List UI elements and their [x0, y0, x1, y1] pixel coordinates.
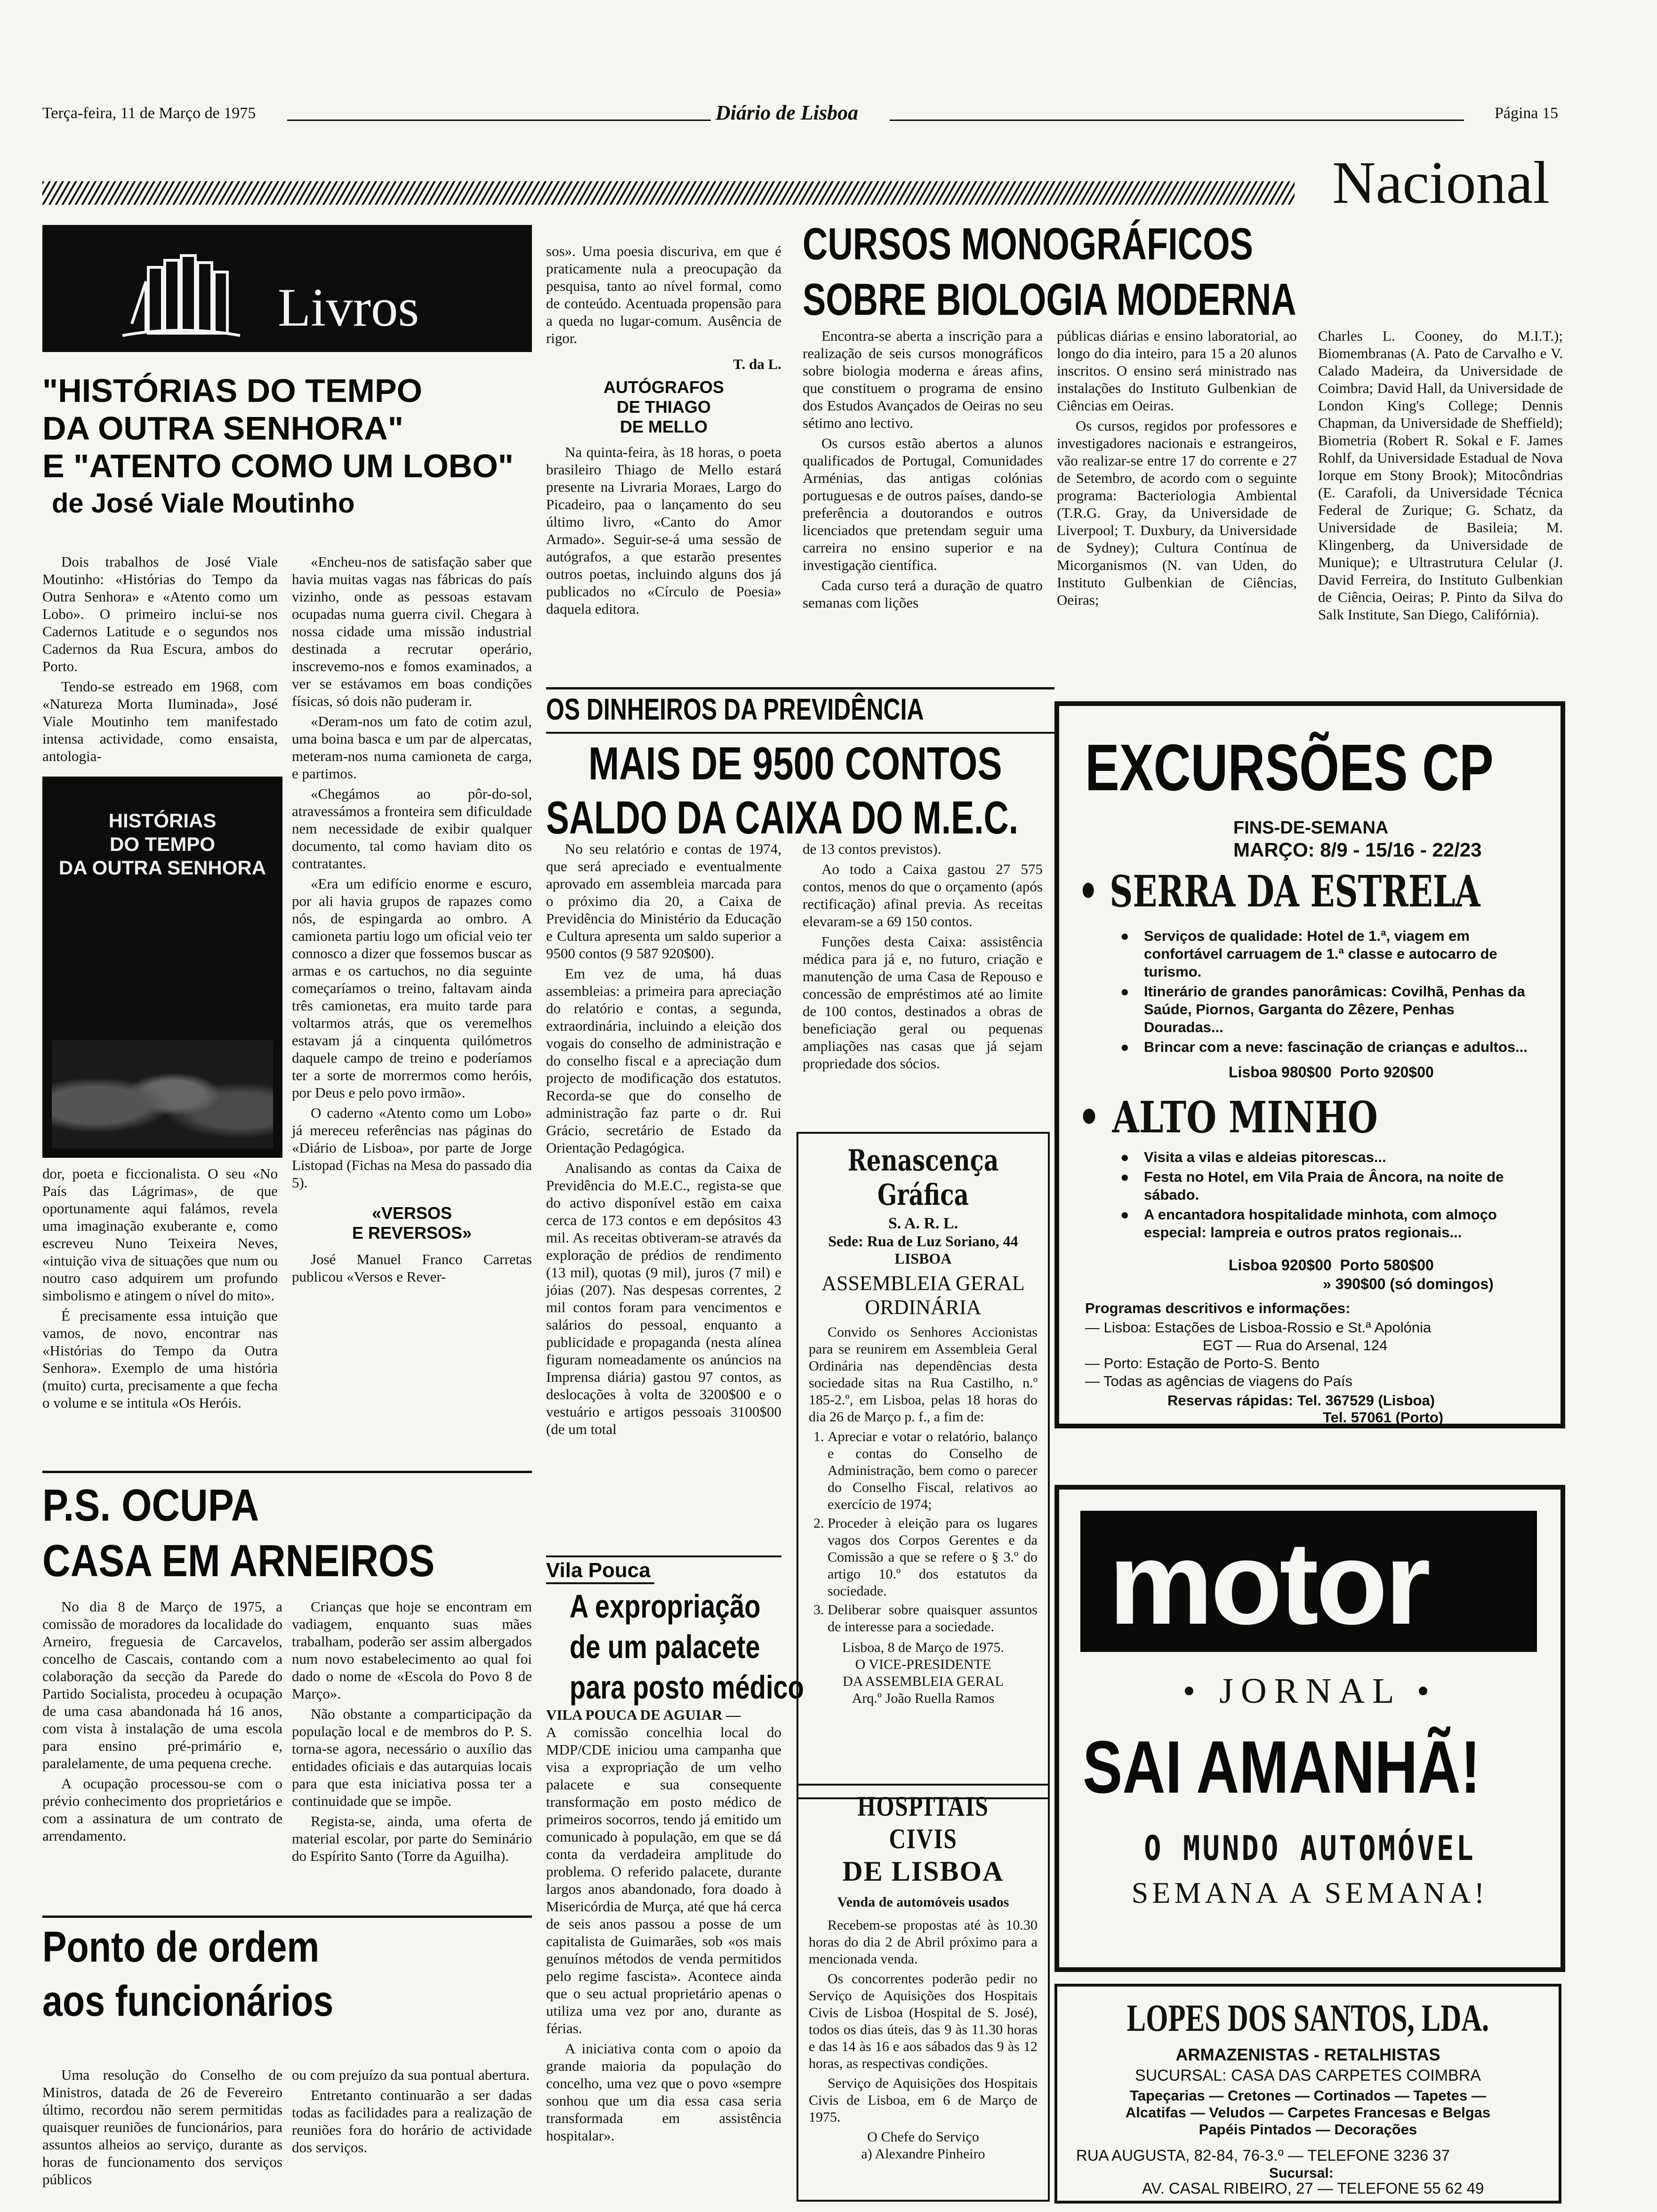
paragraph: No seu relatório e contas de 1974, que será apreciado e eventualmente aprovado em assembleia marcada para o próximo dia 20, a Caixa de Previdência do Ministério da Educação e Cultura apresenta um saldo superior a 9500 contos (9 587 920$00). — [546, 841, 781, 962]
paragraph: Encontra-se aberta a inscrição para a realização de seis cursos monográficos sobre biologia moderna e áreas afins, que constituem o programa de ensino dos Estudos Avançados de Oeiras no seu sétimo ano lectivo. — [803, 328, 1043, 431]
notice-city: LISBOA — [894, 1250, 952, 1267]
price-line: Lisboa 980$00 Porto 920$00 — [1229, 1064, 1434, 1081]
paragraph: A comissão concelhia local do MDP/CDE iniciou uma campanha que visa a expropriação de um velho palacete e sua consequente transformação em posto médico de primeiros socorros, tendo já emitido um comunicado à população, em que se dá conta da verdadeira amplitude do problema. O referido palacete, durante largos anos abandonado, fora doado à Misericórdia de Murça, até que há cerca de seis anos passou a posse de um capitalista de Guimarães, sob «os mais genuínos métodos de venda permitidos pelo regime fascista». Acontece ainda que o seu actual proprietário apenas o utiliza uma vez por ano, durante as férias. — [546, 1724, 781, 2036]
paragraph: A iniciativa conta com o apoio da grande maioria da população do concelho, uma vez que o povo «sempre sonhou que um dia essa casa seria transformada em assistência hospitalar». — [546, 2040, 781, 2144]
notice-sarl: S. A. R. L. — [888, 1215, 958, 1232]
headline-line: aos funcionários — [42, 1977, 334, 2025]
headline-line: DA OUTRA SENHORA" — [42, 410, 403, 447]
paragraph: Os cursos estão abertos a alunos qualificados de Portugal, Comunidades Arménias, das antigas colónias portuguesas e de outros países, dando-se preferência a doutorandos e outros licenciados que pretendam seguir uma carreira no ensino superior e na investigação científica. — [803, 435, 1043, 573]
livros-col1-top — [42, 553, 278, 768]
paragraph: É precisamente essa intuição que vamos, de novo, encontrar nas «Histórias do Tempo da Outra Senhora». Exemplo de uma história (muito) curta, precisamente a que fecha o volume e se intitula «Os Heróis. — [42, 1307, 278, 1411]
paragraph: Crianças que hoje se encontram em vadiagem, enquanto suas mães trabalham, poderão ser assim albergados num novo estabelecimento ao qual foi dado o nome de «Escola do Povo 8 de Março». — [292, 1598, 532, 1702]
divider — [546, 732, 1054, 734]
paragraph: dor, poeta e ficcionalista. O seu «No País das Lágrimas», de que oportunamente aqui falámos, revela uma imaginação exuberante e, como escreveu Nuno Teixeira Neves, «intuição viva de situações que num ou noutro caso adquirem um profundo simbolismo e atingem o nível do mito». — [42, 1165, 278, 1304]
previdencia-headline — [546, 737, 1064, 845]
paragraph: «Era um edifício enorme e escuro, por ali havia grupos de rapazes como nós, de espingarda ao ombro. A camioneta partiu logo um oficial veio ter connosco a dizer que fossemos buscar as armas e os cartuchos, no dia seguinte começaríamos o treino, faltavam ainda três camionetas, era muito tarde para voltarmos atrás, que os veremelhos estavam já a cinquenta quilómetros daquele campo de treino e poderíamos ter a sorte de morrermos como heróis, por Deus e pelo povo irmão». — [292, 875, 532, 1101]
ponto-headline — [42, 1920, 537, 2028]
livros-headline — [42, 372, 537, 522]
headline-line: Ponto de ordem — [42, 1923, 320, 1971]
paragraph: Funções desta Caixa: assistência médica para já e, no futuro, criação e manutenção de uma Casa de Repouso e concessão de empréstimos até ao limite de 100 contos, destinados a obras de beneficiação geral ou pequenas ampliações nas casas que já sejam propriedade dos sócios. — [803, 933, 1043, 1072]
headline-line: de um palacete — [570, 1628, 760, 1665]
masthead-paper: Diário de Lisboa — [716, 101, 859, 124]
paragraph: «Chegámos ao pôr-do-sol, atravessámos a fronteira sem dificuldade nem necessidade de exibir qualquer documento, tal como haviam dito os contratantes. — [292, 785, 532, 872]
agenda-item: 2. Proceder à eleição para os lugares vagos dos Corpos Gerentes e da Comissão a que se refere o § 3.º do artigo 10.º dos estatutos da sociedade. — [828, 1515, 1038, 1600]
price-line: Lisboa 920$00 Porto 580$00 — [1229, 1257, 1434, 1274]
subhead: «VERSOS — [371, 1203, 452, 1223]
subhead: AUTÓGRAFOS — [603, 377, 724, 397]
lopes-products — [1057, 2087, 1559, 2138]
subhead: DE THIAGO — [616, 397, 711, 417]
info-line: EGT — Rua do Arsenal, 124 — [1203, 1337, 1388, 1354]
notice-sign: a) Alexandre Pinheiro — [861, 2146, 985, 2162]
paragraph: ou com prejuízo da sua pontual abertura. — [292, 2067, 530, 2083]
paragraph: Na quinta-feira, às 18 horas, o poeta brasileiro Thiago de Mello estará presente na Livraria Moraes, Largo do Picadeiro, paa o lançamento do seu último livro, «Canto do Amor Armado». Seguir-se-á uma sessão de autógrafos, a que estarão presentes outros poetas, incluindo alguns dos já publicados no «Círculo de Poesia» daquela editora. — [546, 444, 781, 617]
list-item: ● Brincar com a neve: fascinação de crianças e adultos... — [1120, 1038, 1535, 1056]
cover-photo — [52, 1040, 273, 1148]
info-line: — Lisboa: Estações de Lisboa-Rossio e St.ª Apolónia — [1085, 1319, 1432, 1336]
notice-sign: Arq.º João Ruella Ramos — [852, 1691, 995, 1706]
cursos-col2 — [1057, 327, 1297, 611]
masthead-date: Terça-feira, 11 de Março de 1975 — [42, 104, 256, 122]
info-list — [1085, 1319, 1431, 1390]
divider — [546, 1582, 654, 1584]
list-item: ● A encantadora hospitalidade minhota, com almoço especial: lampreia e outros pratos regionais... — [1120, 1206, 1535, 1242]
notice-title: DE LISBOA — [842, 1856, 1004, 1887]
paragraph: Charles L. Cooney, do M.I.T.); Biomembranas (A. Pato de Carvalho e V. Calado Madeira, da Universidade de Coimbra; David Hall, da Universidade de London King's College; Dennis Chapman, da Universidade de Sheffield); Biometria (Robert R. Sokal e F. James Rohlf, da Universidade Estadual de Nova Iorque em Stony Brook); Mitocôndrias (E. Carafoli, da Universidade Técnica Federal de Zurique; G. Schatz, da Universidade de Basileia; M. Klingenberg, da Universidade de Munique); e Ultrastrutura Celular (J. David Ferreira, do Instituto Gulbenkian de Ciência, Oeiras; P. Pinto da Silva do Salk Institute, San Diego, Califórnia). — [1318, 328, 1563, 623]
motor-logo-block — [1080, 1511, 1537, 1652]
paragraph: sos». Uma poesia discuriva, em que é praticamente nula a preocupação da pesquisa, tanto ao nível formal, como de conteúdo. Acentuada propensão para a queda no lugar-comum. Ausência de rigor. — [546, 243, 781, 346]
livros-banner — [42, 225, 532, 352]
vila-headline — [546, 1586, 804, 1707]
previdencia-kicker: OS DINHEIROS DA PREVIDÊNCIA — [546, 692, 924, 726]
lopes-sub: ARMAZENISTAS - RETALHISTAS — [1175, 2045, 1440, 2064]
list-item: ● Itinerário de grandes panorâmicas: Covilhã, Penhas da Saúde, Piornos, Garganta do Zêzere, Penhas Douradas... — [1120, 983, 1535, 1036]
previdencia-col1 — [546, 840, 781, 1441]
paragraph: públicas diárias e ensino laboratorial, ao longo do dia inteiro, para 15 a 20 alunos inscritos. O ensino será ministrado nas instalações do Instituto Gulbenkian de Ciências em Oeiras. — [1057, 328, 1297, 414]
reservas: Reservas rápidas: Tel. 367529 (Lisboa) — [1167, 1392, 1435, 1409]
subhead: E REVERSOS» — [352, 1223, 472, 1242]
vila-col — [546, 1706, 781, 2147]
paragraph: A ocupação processou-se com o prévio conhecimento dos proprietários e com a assinatura de um contrato de arrendamento. — [42, 1775, 282, 1844]
notice-assembleia: ASSEMBLEIA GERAL — [821, 1272, 1025, 1295]
destination-title: • ALTO MINHO — [1078, 1092, 1378, 1143]
subhead: DE MELLO — [620, 417, 708, 436]
lopes-address2: AV. CASAL RIBEIRO, 27 — TELEFONE 55 62 49 — [1142, 2180, 1484, 2197]
paragraph: No dia 8 de Março de 1975, a comissão de moradores da localidade do Arneiro, freguesia de Carcavelos, concelho de Cascais, contando com a colaboração da secção da Parede do Partido Socialista, procedeu à ocupação de uma casa abandonada há 16 anos, com vista à instalação de uma escola para ensino pré-primário e, paralelamente, de uma pequena creche. — [42, 1598, 282, 1771]
cursos-col1 — [803, 327, 1043, 614]
paragraph: O caderno «Atento como um Lobo» já mereceu referências nas páginas do «Diário de Lisboa», por parte de Jorge Listopad (Fichas na Mesa do passado dia 5). — [292, 1105, 532, 1191]
ps-headline — [42, 1478, 537, 1589]
headline-line: E "ATENTO COMO UM LOBO" — [42, 448, 514, 484]
headline-line: CURSOS MONOGRÁFICOS — [803, 219, 1253, 269]
paragraph: Tendo-se estreado em 1968, com «Natureza Morta Iluminada», José Viale Moutinho tem manifestado intensa actividade, como ensaista, antologia- — [42, 678, 278, 764]
agenda-item: 3. Deliberar sobre quaisquer assuntos de interesse para a sociedade. — [828, 1602, 1038, 1635]
livros-banner-title: Livros — [278, 278, 419, 337]
list-item: ● Serviços de qualidade: Hotel de 1.ª, viagem em confortável carruagem de 1.ª classe e autocarro de turismo. — [1120, 927, 1535, 981]
ponto-col1 — [42, 2066, 282, 2191]
notice-sub: Venda de automóveis usados — [837, 1894, 1009, 1910]
paragraph: «Deram-nos um fato de cotim azul, uma boina basca e um par de alpercatas, meteram-nos numa camioneta de carga, e partimos. — [292, 713, 532, 782]
paragraph: Entretanto continuarão a ser dadas todas as facilidades para a realização de reuniões fora do horário de actividade dos serviços. — [292, 2087, 532, 2156]
notice-sign: DA ASSEMBLEIA GERAL — [843, 1674, 1004, 1689]
notice-title: Renascença Gráfica — [847, 1143, 999, 1212]
product-line: Papéis Pintados — Decorações — [1199, 2121, 1417, 2138]
cursos-col3 — [1318, 327, 1563, 626]
paragraph: José Manuel Franco Carretas publicou «Versos e Rever- — [292, 1251, 532, 1285]
notice-sign: O Chefe do Serviço — [867, 2129, 979, 2145]
serra-list — [1120, 927, 1535, 1058]
paragraph: Regista-se, ainda, uma oferta de material escolar, por parte do Seminário do Espírito Santo (Torre da Aguilha). — [292, 1813, 532, 1864]
price-line: » 390$00 (só domingos) — [1323, 1275, 1494, 1292]
product-line: Alcatifas — Veludos — Carpetes Francesas e Belgas — [1125, 2104, 1491, 2121]
ponto-col2 — [292, 2066, 532, 2159]
paragraph: «Encheu-nos de satisfação saber que havia muitas vagas nas fábricas do país vizinho, onde as pessoas estavam ocupadas numa guerra civil. Chegara à nossa cidade uma missão industrial destinada a recrutar operário, inscrevemo-nos e fomos examinados, a ver se estávamos em boas condições físicas, só dois não puderam ir. — [292, 553, 532, 709]
motor-logo: motor — [1109, 1517, 1428, 1649]
paragraph: Não obstante a comparticipação da população local e de membros do P. S. torna-se agora, necessário o auxílio das entidades oficiais e das autarquias locais para que esta iniciativa possa ter a continuidade que se impõe. — [292, 1706, 532, 1809]
headline-line: CASA EM ARNEIROS — [42, 1536, 435, 1586]
destination-title: • SERRA DA ESTRELA — [1078, 866, 1480, 917]
headline-line: "HISTÓRIAS DO TEMPO — [42, 372, 423, 409]
agenda-list — [809, 1428, 1038, 1635]
cover-title-line: HISTÓRIAS — [108, 809, 217, 832]
alto-list — [1120, 1148, 1535, 1243]
masthead-page: Página 15 — [1494, 104, 1558, 122]
signature: T. da L. — [733, 356, 781, 372]
lopes-sucursal: SUCURSAL: CASA DAS CARPETES COIMBRA — [1135, 2067, 1481, 2084]
ad-title: EXCURSÕES CP — [1085, 730, 1494, 804]
info-title: Programas descritivos e informações: — [1085, 1300, 1351, 1316]
livros-col1-bottom — [42, 1165, 278, 1414]
paragraph: Analisando as contas da Caixa de Previdência do M.E.C., regista-se que do activo disponível estão em caixa cerca de 173 contos e em depósitos 43 mil. As receitas obtiveram-se através da exploração de prédios de rendimento (13 mil), quotas (9 mil), juros (7 mil) e jóias (207). Nas despesas correntes, 2 mil contos foram para vencimentos e salários do pessoal, enquanto a publicidade e propaganda (nesta alínea figuram nomeadamente os anúncios na Imprensa diária) gastou 97 contos, as deslocações à volta de 3200$00 e o vestuário e artigos pessoais 3100$00 (de um total — [546, 1160, 781, 1437]
lopes-sucursal2: Sucursal: — [1269, 2165, 1334, 2181]
lopes-ad — [1054, 1984, 1561, 2204]
books-icon — [104, 234, 259, 343]
notice-sign: O VICE-PRESIDENTE — [855, 1657, 991, 1672]
hatched-band — [42, 181, 1295, 205]
divider — [42, 1471, 532, 1473]
motor-sai: SAI AMANHÃ! — [1083, 1726, 1480, 1809]
product-line: Tapeçarias — Cretones — Cortinados — Tapetes — — [1130, 2087, 1486, 2104]
lopes-title: LOPES DOS SANTOS, LDA. — [1126, 1996, 1489, 2039]
paragraph: Serviço de Aquisições dos Hospitais Civis de Lisboa, em 6 de Março de 1975. — [809, 2076, 1038, 2125]
paragraph: Em vez de uma, há duas assembleias: a primeira para apreciação do relatório e contas, a segunda, extraordinária, incluindo a eleição dos vogais do conselho de administração e do conselho fiscal e a apreciação dum projecto de modificação dos estatutos. Recorda-se que do conselho de administração faz parte o dr. Rui Grácio, secretário de Estado da Orientação Pedagógica. — [546, 965, 781, 1156]
divider — [42, 1915, 532, 1918]
notice-title: HOSPITAIS CIVIS — [857, 1791, 989, 1854]
cursos-headline — [803, 216, 1320, 328]
paragraph: Os cursos, regidos por professores e investigadores nacionais e estrangeiros, vão realizar-se entre 17 do corrente e 27 de Setembro, de acordo com o seguinte programa: Bacteriologia Ambiental (T.R.G. Gray, da Universidade de Liverpool; T. Duxbury, da Universidade de Sydney); Cultura Contínua de Micorganismos (N. van Uden, do Instituto Gulbenkian de Ciências, Oeiras; — [1057, 417, 1297, 608]
byline: de José Viale Moutinho — [52, 488, 355, 519]
motor-line: SEMANA A SEMANA! — [1131, 1876, 1488, 1909]
excursoes-ad — [1054, 701, 1565, 1428]
paragraph: Cada curso terá a duração de quatro semanas com lições — [803, 577, 1043, 611]
headline-line: MAIS DE 9500 CONTOS — [588, 737, 1002, 789]
section-title: Nacional — [1332, 149, 1550, 216]
headline-line: SALDO DA CAIXA DO M.E.C. — [546, 792, 1019, 843]
paragraph: Os concorrentes poderão pedir no Serviço de Aquisições dos Hospitais Civis de Lisboa (Hospital de S. José), todos os dias úteis, das 9 às 11.30 horas e das 14 às 16 e aos sábados das 9 às 12 horas, as respectivas condições. — [809, 1971, 1038, 2071]
notice-date: Lisboa, 8 de Março de 1975. — [842, 1640, 1005, 1655]
cover-title-line: DO TEMPO — [109, 833, 215, 855]
cover-title-line: DA OUTRA SENHORA — [58, 857, 266, 879]
paragraph: de 13 contos previstos). — [803, 841, 941, 857]
paragraph: Dois trabalhos de José Viale Moutinho: «Histórias do Tempo da Outra Senhora» e «Atento como um Lobo». O primeiro inclui-se nos Cadernos Latitude e o segundos nos Cadernos da Rua Escura, ambos do Porto. — [42, 553, 278, 674]
motor-jornal: • JORNAL • — [1182, 1671, 1437, 1711]
paragraph: Convido os Senhores Accionistas para se reunirem em Assembleia Geral Ordinária nas dependências desta sociedade sitas na Rua Castilho, n.º 185-2.º, em Lisboa, pelas 18 horas do dia 26 de Março p. f., a fim de: — [809, 1324, 1038, 1425]
divider — [546, 687, 1054, 689]
livros-col2 — [292, 553, 532, 1288]
hospitais-notice — [796, 1784, 1050, 2202]
divider — [546, 1555, 781, 1557]
info-line: — Porto: Estação de Porto-S. Bento — [1085, 1355, 1319, 1371]
headline-line: P.S. OCUPA — [42, 1480, 259, 1531]
book-cover-image — [42, 777, 282, 1158]
notice-assembleia: ORDINÁRIA — [865, 1296, 981, 1319]
list-item: ● Visita a vilas e aldeias pitorescas... — [1120, 1148, 1535, 1166]
destination-name: ALTO MINHO — [1112, 1092, 1378, 1143]
list-item: ● Festa no Hotel, em Vila Praia de Âncora, na noite de sábado. — [1120, 1168, 1535, 1204]
livros-col3 — [546, 242, 781, 620]
motor-line: O MUNDO AUTOMÓVEL — [1144, 1828, 1476, 1868]
ps-col2 — [292, 1598, 532, 1867]
lopes-address: RUA AUGUSTA, 82-84, 76-3.º — TELEFONE 3236 37 — [1076, 2147, 1450, 2164]
motor-ad — [1054, 1485, 1565, 1972]
reservas: Tel. 57061 (Porto) — [1323, 1409, 1444, 1426]
destination-name: SERRA DA ESTRELA — [1110, 866, 1480, 917]
dateline: VILA POUCA DE AGUIAR — — [546, 1707, 741, 1723]
agenda-item: 1. Apreciar e votar o relatório, balanço e contas do Conselho de Administração, bem como o parecer do Conselho Fiscal, relativos ao exercício de 1974; — [828, 1428, 1038, 1513]
headline-line: A expropriação — [570, 1588, 761, 1625]
headline-line: para posto médico — [570, 1669, 804, 1706]
masthead — [42, 101, 1558, 128]
previdencia-col2 — [803, 840, 1043, 1075]
paragraph: Uma resolução do Conselho de Ministros, datada de 26 de Fevereiro último, recordou não serem permitidas quaisquer reuniões de funcionários, para assuntos alheios ao serviço, durante as horas de funcionamento dos serviços públicos — [42, 2067, 282, 2188]
headline-line: SOBRE BIOLOGIA MODERNA — [803, 274, 1296, 325]
ad-fins: FINS-DE-SEMANA — [1233, 818, 1389, 838]
notice-sede: Sede: Rua de Luz Soriano, 44 — [828, 1233, 1018, 1250]
paragraph: Ao todo a Caixa gastou 27 575 contos, menos do que o orçamento (após rectificação) afinal previa. As receitas elevaram-se a 69 150 contos. — [803, 861, 1043, 930]
renascenca-notice — [796, 1132, 1050, 1799]
paragraph: Recebem-se propostas até às 10.30 horas do dia 2 de Abril próximo para a mencionada venda. — [809, 1917, 1038, 1967]
info-line: — Todas as agências de viagens do País — [1085, 1373, 1353, 1389]
vila-kicker: Vila Pouca — [546, 1559, 651, 1582]
ps-col1 — [42, 1598, 282, 1847]
ad-dates: MARÇO: 8/9 - 15/16 - 22/23 — [1233, 839, 1482, 861]
